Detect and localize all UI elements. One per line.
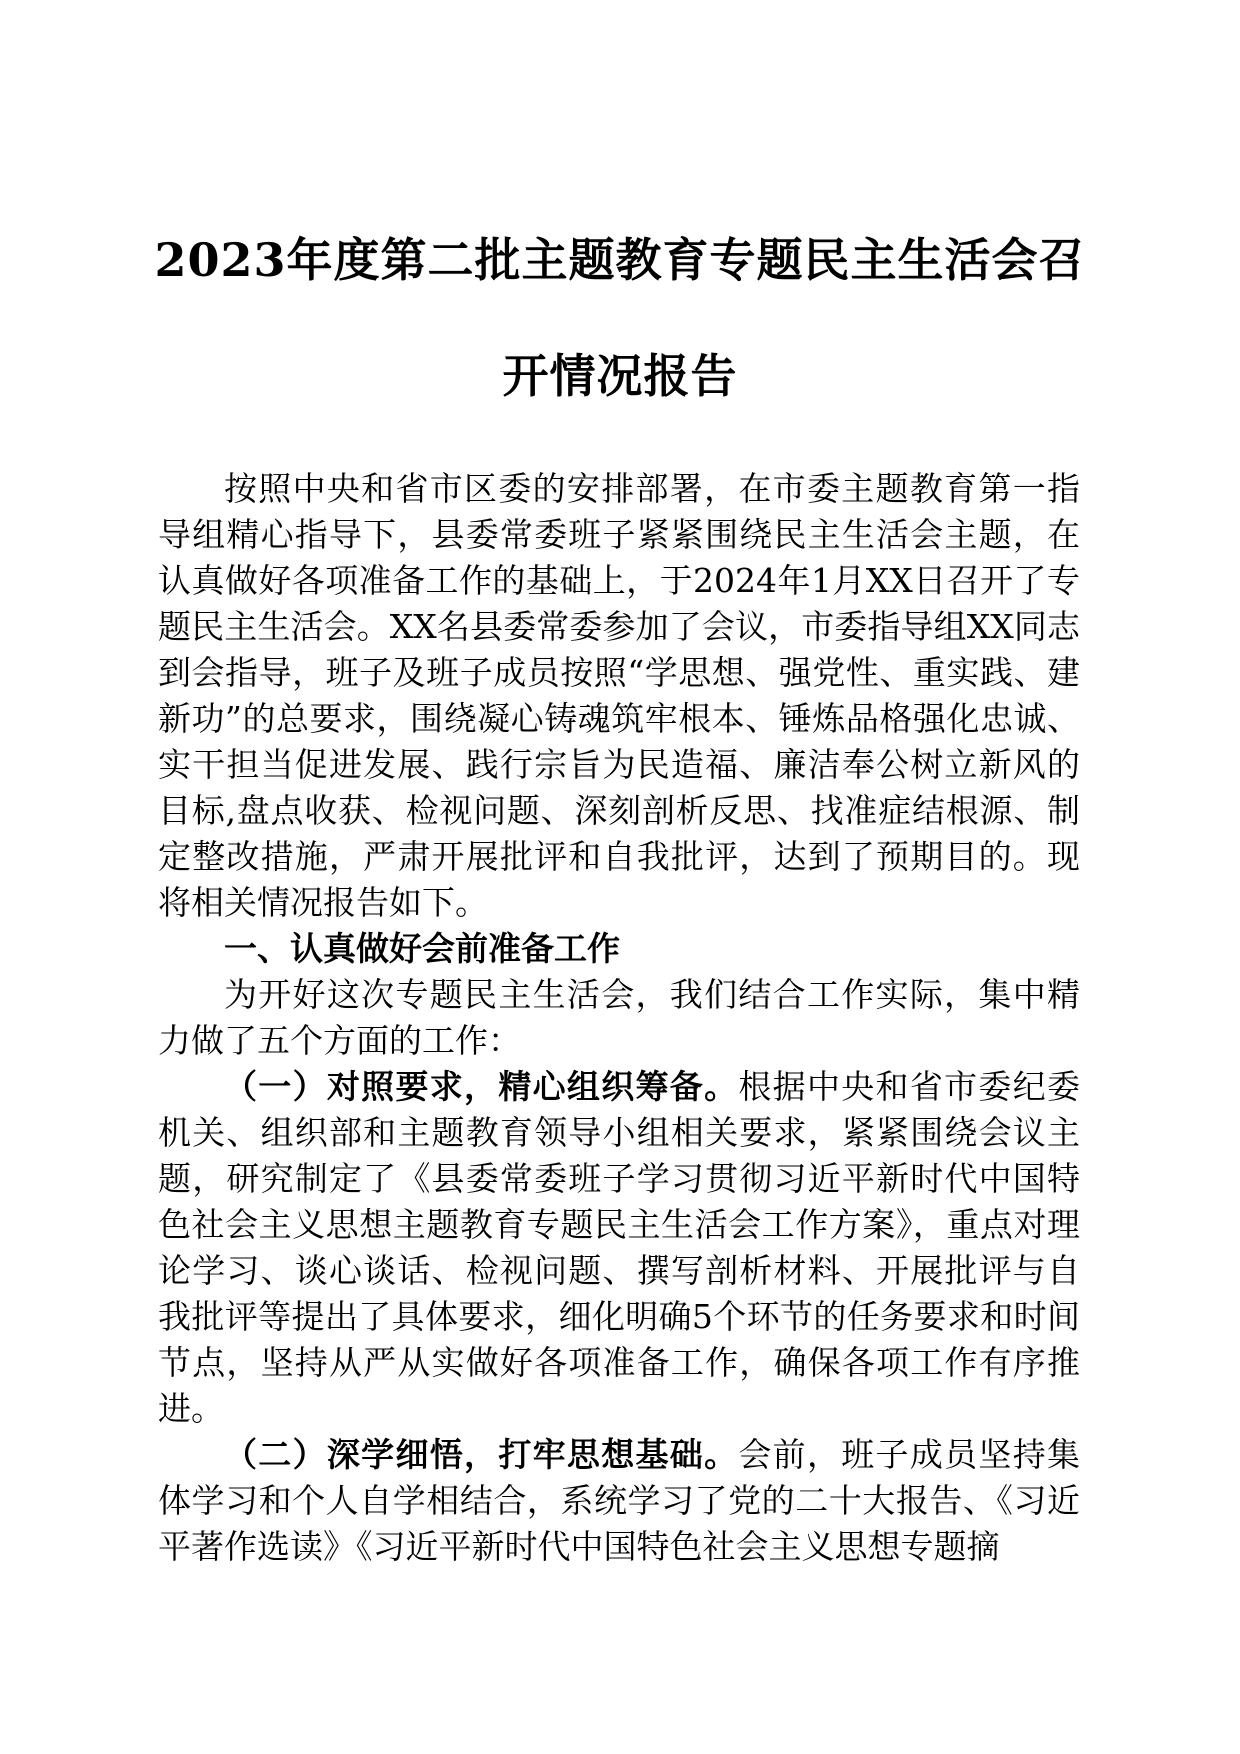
document-title-line-2: 开情况报告 [502,349,738,403]
item-text: 根据中央和省市委纪委机关、组织部和主题教育领导小组相关要求，紧紧围绕会议主题，研究制定了《县委常委班子学习贯彻习近平新时代中国特色社会主义思想主题教育专题民主生活会工作方案》，重点对理论学习、谈心谈话、检视问题、撰写剖析材料、开展批评与自我批评等提出了具体要求，细化明确5个环节的任务要求和时间节点，坚持从严从实做好各项准备工作，确保各项工作有序推进。 [158,1067,1081,1428]
item-heading: （二）深学细悟，打牢思想基础。 [224,1435,739,1474]
section-intro-paragraph: 为开好这次专题民主生活会，我们结合工作实际，集中精力做了五个方面的工作： [158,975,1080,1060]
section-heading: 一、认真做好会前准备工作 [224,929,620,968]
item-heading: （一）对照要求，精心组织筹备。 [224,1067,739,1106]
document-title-line-1: 2023年度第二批主题教育专题民主生活会召 [154,233,1086,287]
intro-paragraph: 按照中央和省市区委的安排部署，在市委主题教育第一指导组精心指导下，县委常委班子紧紧围绕民主生活会主题，在认真做好各项准备工作的基础上，于2024年1月XX日召开了专题民主生活会。XX名县委常委参加了会议，市委指导组XX同志到会指导，班子及班子成员按照“学思想、强党性、重实践、建新功”的总要求，围绕凝心铸魂筑牢根本、锤炼品格强化忠诚、实干担当促进发展、践行宗旨为民造福、廉洁奉公树立新风的目标,盘点收获、检视问题、深刻剖析反思、找准症结根源、制定整改措施，严肃开展批评和自我批评，达到了预期目的。现将相关情况报告如下。 [158,469,1080,922]
item-paragraph [158,1432,1080,1570]
item-text: 会前，班子成员坚持集体学习和个人自学相结合，系统学习了党的二十大报告、《习近平著作选读》《习近平新时代中国特色社会主义思想专题摘 [158,1435,1081,1566]
item-paragraph [158,1064,1080,1432]
document-body [158,466,1080,1570]
